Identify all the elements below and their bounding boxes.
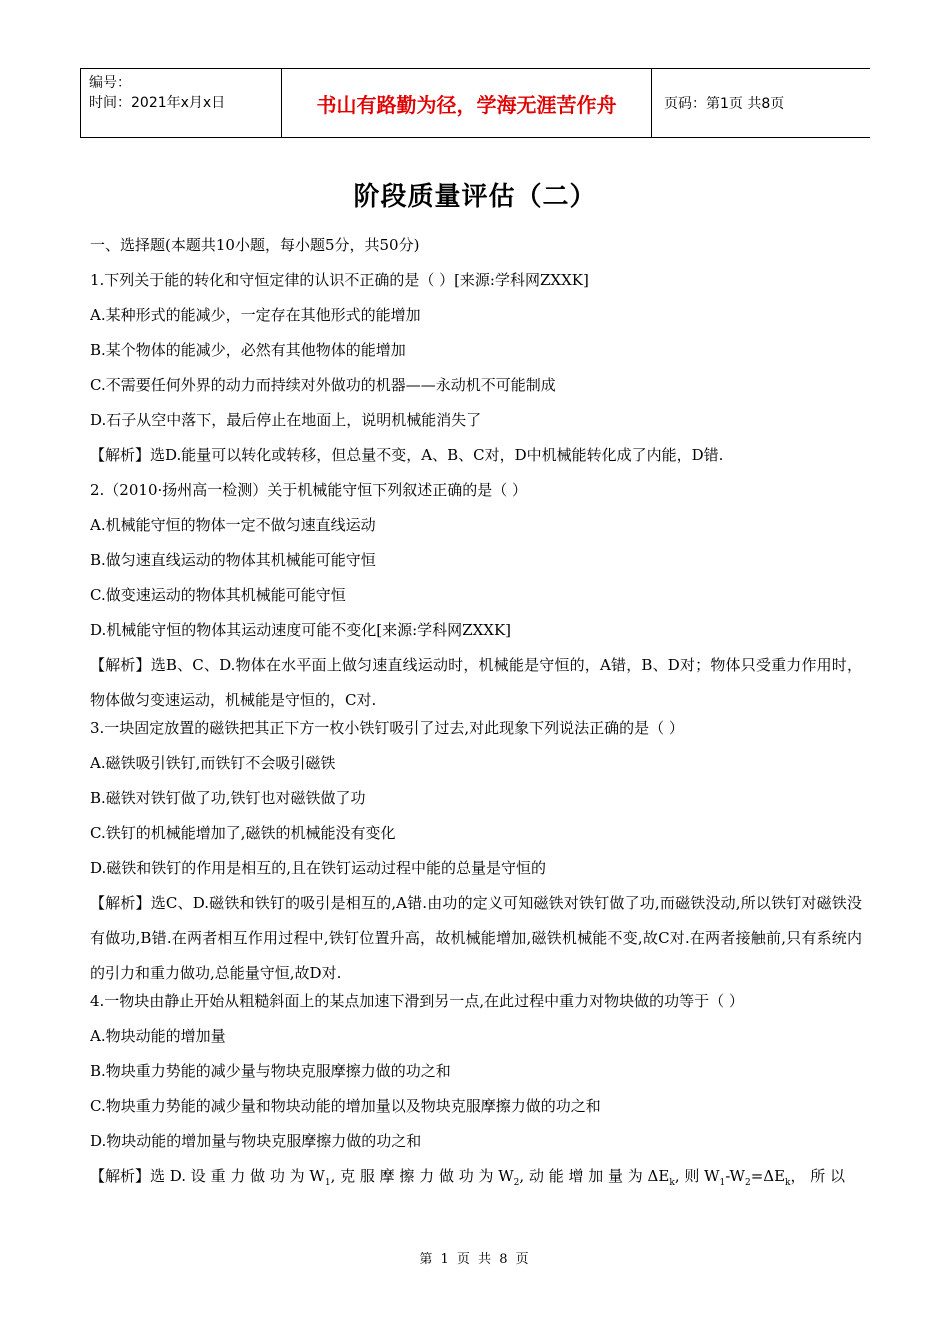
- page-title: 阶段质量评估（二）: [353, 182, 597, 212]
- section-heading: 一、选择题(本题共10小题，每小题5分，共50分): [90, 236, 420, 254]
- q2-option-c: C.做变速运动的物体其机械能可能守恒: [90, 586, 346, 604]
- q1-option-d: D.石子从空中落下，最后停止在地面上，说明机械能消失了: [90, 411, 482, 429]
- header-meta: [80, 69, 282, 137]
- header-motto: 书山有路勤为径，学海无涯苦作舟: [282, 69, 652, 137]
- q3-option-c: C.铁钉的机械能增加了,磁铁的机械能没有变化: [90, 824, 396, 842]
- q4-analysis: 【解析】选 D. 设 重 力 做 功 为 $W_1$, 克 服 摩 擦 力 做 功 为 $W_2$, 动 能 增 加 量 为 $\Delta E_k$, 则 $W_1-W_2=\Delta E_k$， 所 以: [90, 1167, 846, 1188]
- question-2: 2.（2010·扬州高一检测）关于机械能守恒下列叙述正确的是（ ）: [90, 481, 528, 499]
- q3-option-a: A.磁铁吸引铁钉,而铁钉不会吸引磁铁: [90, 754, 336, 772]
- serial-label: 编号：: [89, 75, 131, 91]
- q1-analysis: 【解析】选D.能量可以转化或转移，但总量不变，A、B、C对，D中机械能转化成了内能，D错.: [90, 446, 724, 464]
- page-header: [80, 68, 870, 138]
- q4-option-c: C.物块重力势能的减少量和物块动能的增加量以及物块克服摩擦力做的功之和: [90, 1097, 601, 1115]
- q3-option-d: D.磁铁和铁钉的作用是相互的,且在铁钉运动过程中能的总量是守恒的: [90, 859, 547, 877]
- q2-option-a: A.机械能守恒的物体一定不做匀速直线运动: [90, 516, 376, 534]
- q4-option-d: D.物块动能的增加量与物块克服摩擦力做的功之和: [90, 1132, 422, 1150]
- q4-option-a: A.物块动能的增加量: [90, 1027, 226, 1045]
- document-body: [90, 234, 862, 1200]
- header-page-info: 页码：第1页 共8页: [664, 96, 785, 112]
- q4-option-b: B.物块重力势能的减少量与物块克服摩擦力做的功之和: [90, 1062, 451, 1080]
- q3-analysis: 【解析】选C、D.磁铁和铁钉的吸引是相互的,A错.由功的定义可知磁铁对铁钉做了功,而磁铁没动,所以铁钉对磁铁没有做功,B错.在两者相互作用过程中,铁钉位置升高，故机械能增加,磁铁机械能不变,故C对.在两者接触前,只有系统内的引力和重力做功,总能量守恒,故D对.: [90, 894, 862, 982]
- q2-option-b: B.做匀速直线运动的物体其机械能可能守恒: [90, 551, 376, 569]
- question-1: 1.下列关于能的转化和守恒定律的认识不正确的是（ ）[来源:学科网ZXXK]: [90, 271, 589, 289]
- q1-option-b: B.某个物体的能减少，必然有其他物体的能增加: [90, 341, 406, 359]
- q2-analysis: 【解析】选B、C、D.物体在水平面上做匀速直线运动时，机械能是守恒的，A错，B、D对；物体只受重力作用时，物体做匀变速运动，机械能是守恒的，C对.: [90, 656, 862, 709]
- q3-option-b: B.磁铁对铁钉做了功,铁钉也对磁铁做了功: [90, 789, 366, 807]
- question-4: 4.一物块由静止开始从粗糙斜面上的某点加速下滑到另一点,在此过程中重力对物块做的功等于（ ）: [90, 992, 744, 1010]
- q1-option-c: C.不需要任何外界的动力而持续对外做功的机器——永动机不可能制成: [90, 376, 556, 394]
- page-footer: 第 1 页 共 8 页: [419, 1252, 531, 1267]
- question-3: 3.一块固定放置的磁铁把其正下方一枚小铁钉吸引了过去,对此现象下列说法正确的是（ ）: [90, 719, 684, 737]
- date-label: 时间：2021年x月x日: [89, 95, 226, 111]
- q2-option-d: D.机械能守恒的物体其运动速度可能不变化[来源:学科网ZXXK]: [90, 621, 512, 639]
- q1-option-a: A.某种形式的能减少，一定存在其他形式的能增加: [90, 306, 421, 324]
